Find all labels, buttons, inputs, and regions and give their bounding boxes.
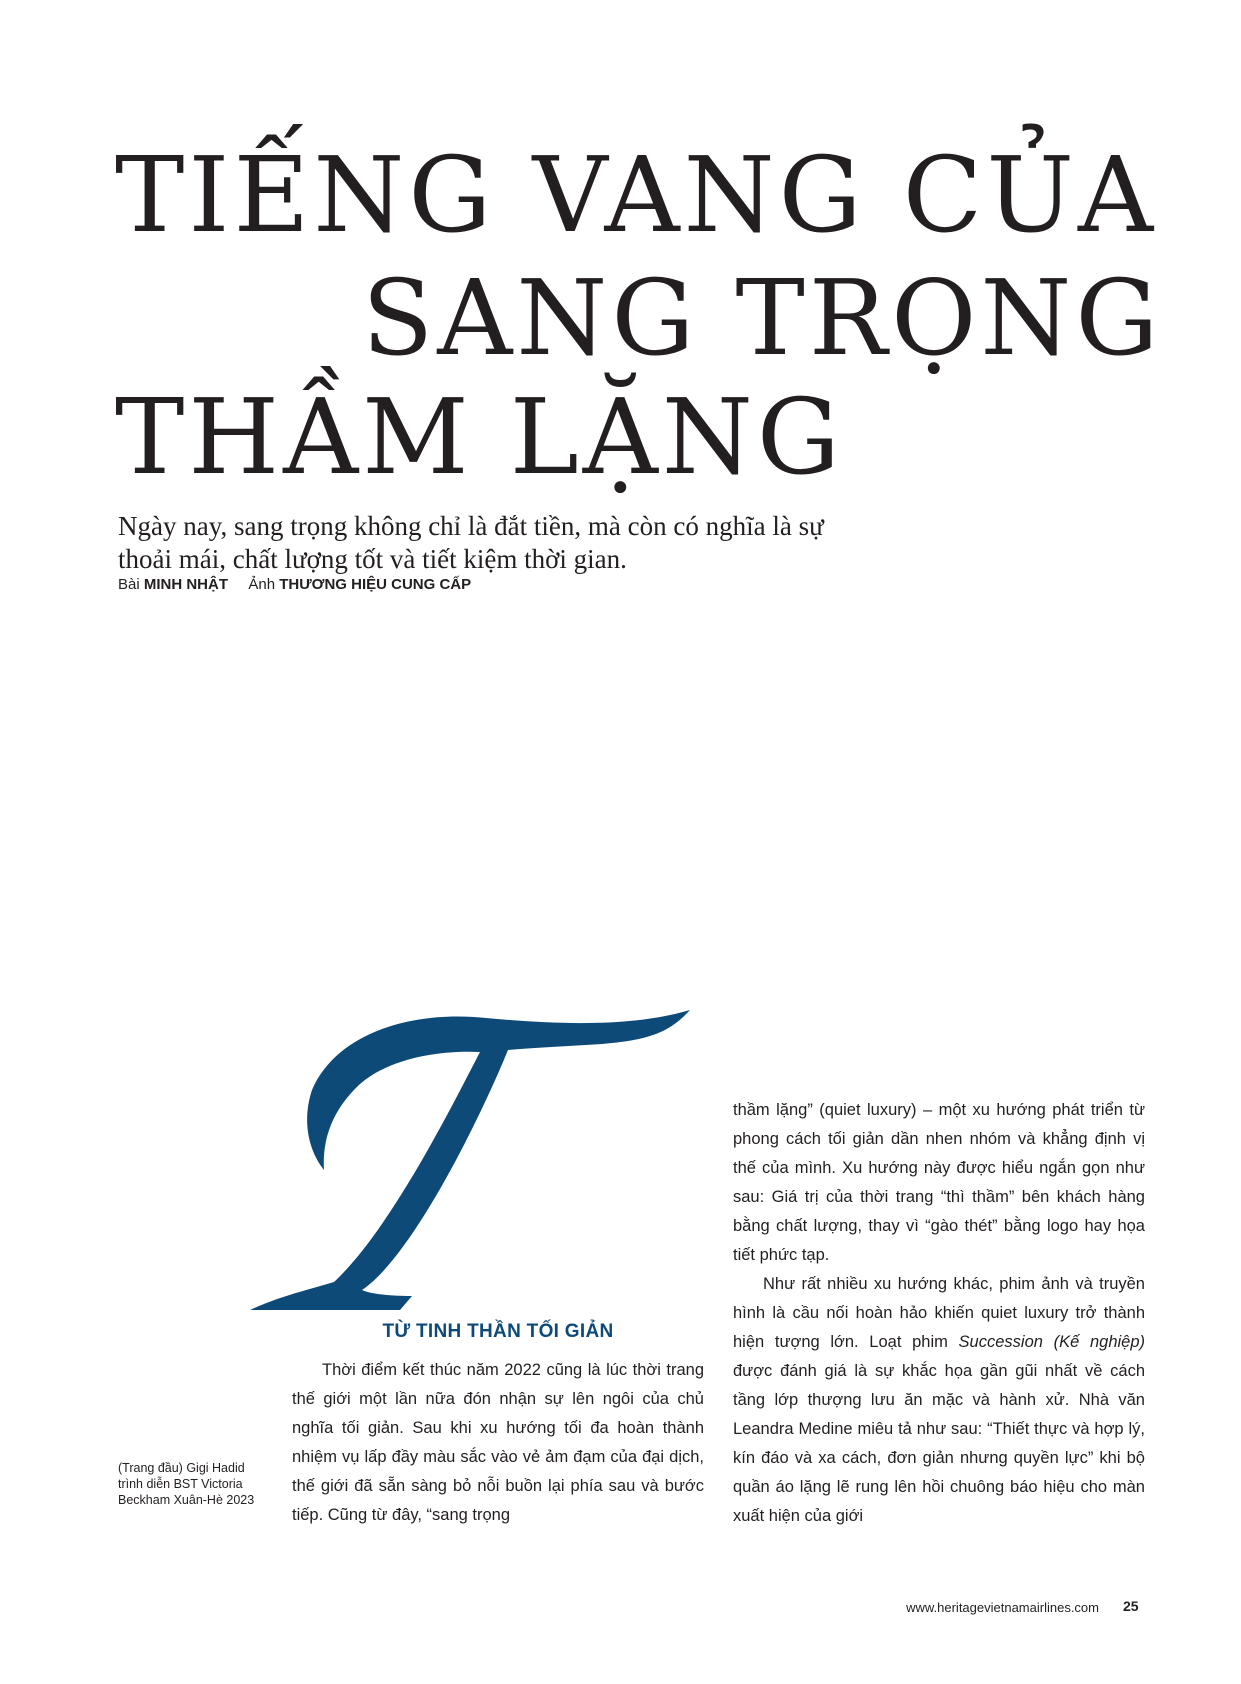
footer-url: www.heritagevietnamairlines.com [906,1600,1099,1615]
writer-name: MINH NHẬT [143,576,229,593]
page-number: 25 [1123,1598,1139,1614]
photo-credit: THƯƠNG HIỆU CUNG CẤP [279,576,472,593]
article-dek: Ngày nay, sang trọng không chỉ là đắt tiền, mà còn có nghĩa là sự thoải mái, chất lượng tốt và tiết kiệm thời gian. [118,511,824,574]
dropcap-t-letter [250,1010,750,1310]
body-paragraph [733,1270,1145,1531]
dropcap-t-glyph [250,1010,690,1310]
photo-caption: (Trang đầu) Gigi Hadid trình diễn BST Victoria Beckham Xuân-Hè 2023 [118,1461,255,1507]
body-column-left [292,1356,704,1530]
headline-line-1: TIẾNG VANG CỦA [115,134,1158,256]
body-text: được đánh giá là sự khắc họa gần gũi nhất về cách tầng lớp thượng lưu ăn mặc và hành xử. Nhà văn Leandra Medine miêu tả như sau: “Thiết thực và hợp lý, kín đáo và xa cách, đơn giản nhưng quyền lực” khi bộ quần áo lặng lẽ rung lên hồi chuông báo hiệu cho màn xuất hiện của giới [733,1362,1145,1525]
photo-label: Ảnh [248,576,276,593]
film-title: Succession (Kế nghiệp) [958,1333,1146,1351]
body-text: Như rất nhiều xu hướng khác, phim ảnh và truyền hình là cầu nối hoàn hảo khiến quiet luxury trở thành hiện tượng lớn. Loạt phim [733,1275,1145,1351]
headline-line-2: SANG TRỌNG [362,257,1163,379]
article-credits [118,575,471,595]
writer-label: Bài [118,576,140,593]
headline-line-3: THẦM LẶNG [115,376,844,498]
body-paragraph: thầm lặng” (quiet luxury) – một xu hướng phát triển từ phong cách tối giản dần nhen nhóm và khẳng định vị thế của mình. Xu hướng này được hiểu ngắn gọn như sau: Giá trị của thời trang “thì thầm” bên khách hàng bằng chất lượng, thay vì “gào thét” bằng logo hay họa tiết phức tạp. [733,1101,1145,1264]
body-column-right [733,1096,1145,1531]
body-paragraph: Thời điểm kết thúc năm 2022 cũng là lúc thời trang thế giới một lần nữa đón nhận sự lên ngôi của chủ nghĩa tối giản. Sau khi xu hướng tối đa hoàn thành nhiệm vụ lấp đầy màu sắc vào vẻ ảm đạm của đại dịch, thế giới đã sẵn sàng bỏ nỗi buồn lại phía sau và bước tiếp. Cũng từ đây, “sang trọng [292,1361,704,1524]
section-heading: TỪ TINH THẦN TỐI GIẢN [382,1321,614,1342]
